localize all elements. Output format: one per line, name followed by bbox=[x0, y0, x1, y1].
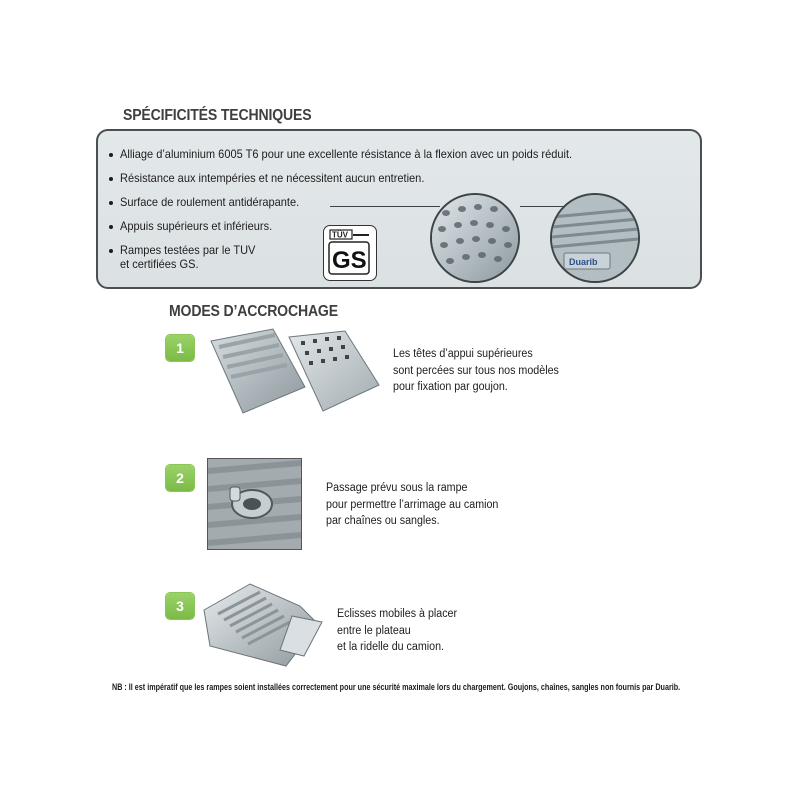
step-number-badge: 1 bbox=[166, 335, 194, 361]
svg-text:Duarib: Duarib bbox=[569, 257, 598, 267]
tie-down-loop-icon bbox=[208, 459, 301, 549]
tuv-gs-logo-icon bbox=[324, 226, 375, 279]
step-3-description: Eclisses mobiles à placer entre le plateau et la ridelle du camion. bbox=[337, 608, 458, 653]
spec-item: Résistance aux intempéries et ne nécessitent aucun entretien. bbox=[108, 171, 668, 185]
step-3-image bbox=[200, 580, 325, 668]
step-number-badge: 2 bbox=[166, 465, 194, 491]
spec-item-continuation: et certifiées GS. bbox=[120, 257, 199, 271]
step-1-description: Les têtes d’appui supérieures sont percées sur tous nos modèles pour fixation par goujon. bbox=[393, 348, 559, 393]
leader-line bbox=[520, 206, 564, 207]
step-number-badge: 3 bbox=[166, 593, 194, 619]
antislip-surface-image bbox=[430, 193, 520, 283]
spec-item: Alliage d’aluminium 6005 T6 pour une excellente résistance à la flexion avec un poids réduit. bbox=[108, 147, 668, 161]
ramp-heads-icon bbox=[205, 325, 385, 417]
specs-title: SPÉCIFICITÉS TECHNIQUES bbox=[123, 107, 312, 124]
perforated-surface-icon bbox=[432, 195, 518, 281]
ribbed-surface-icon bbox=[552, 195, 638, 281]
spec-item: Surface de roulement antidérapante. bbox=[108, 195, 668, 209]
footnote: NB : Il est impératif que les rampes soient installées correctement pour une sécurité maximale lors du chargement. Goujons, chaînes, sangles non fournis par Duarib. bbox=[112, 682, 681, 692]
step-1-image bbox=[205, 325, 385, 417]
svg-text:TÜV: TÜV bbox=[332, 230, 348, 240]
step-2-image bbox=[207, 458, 302, 550]
mobile-splint-icon bbox=[200, 580, 325, 668]
tuv-gs-logo bbox=[323, 225, 377, 281]
spec-item: Rampes testées par le TUV bbox=[108, 243, 668, 257]
svg-text:GS: GS bbox=[332, 247, 367, 274]
modes-title: MODES D’ACCROCHAGE bbox=[169, 303, 338, 320]
step-2-description: Passage prévu sous la rampe pour permettre l’arrimage au camion par chaînes ou sangles. bbox=[326, 482, 499, 527]
leader-line bbox=[330, 206, 440, 207]
ribbed-surface-image bbox=[550, 193, 640, 283]
spec-item: Appuis supérieurs et inférieurs. bbox=[108, 219, 668, 233]
